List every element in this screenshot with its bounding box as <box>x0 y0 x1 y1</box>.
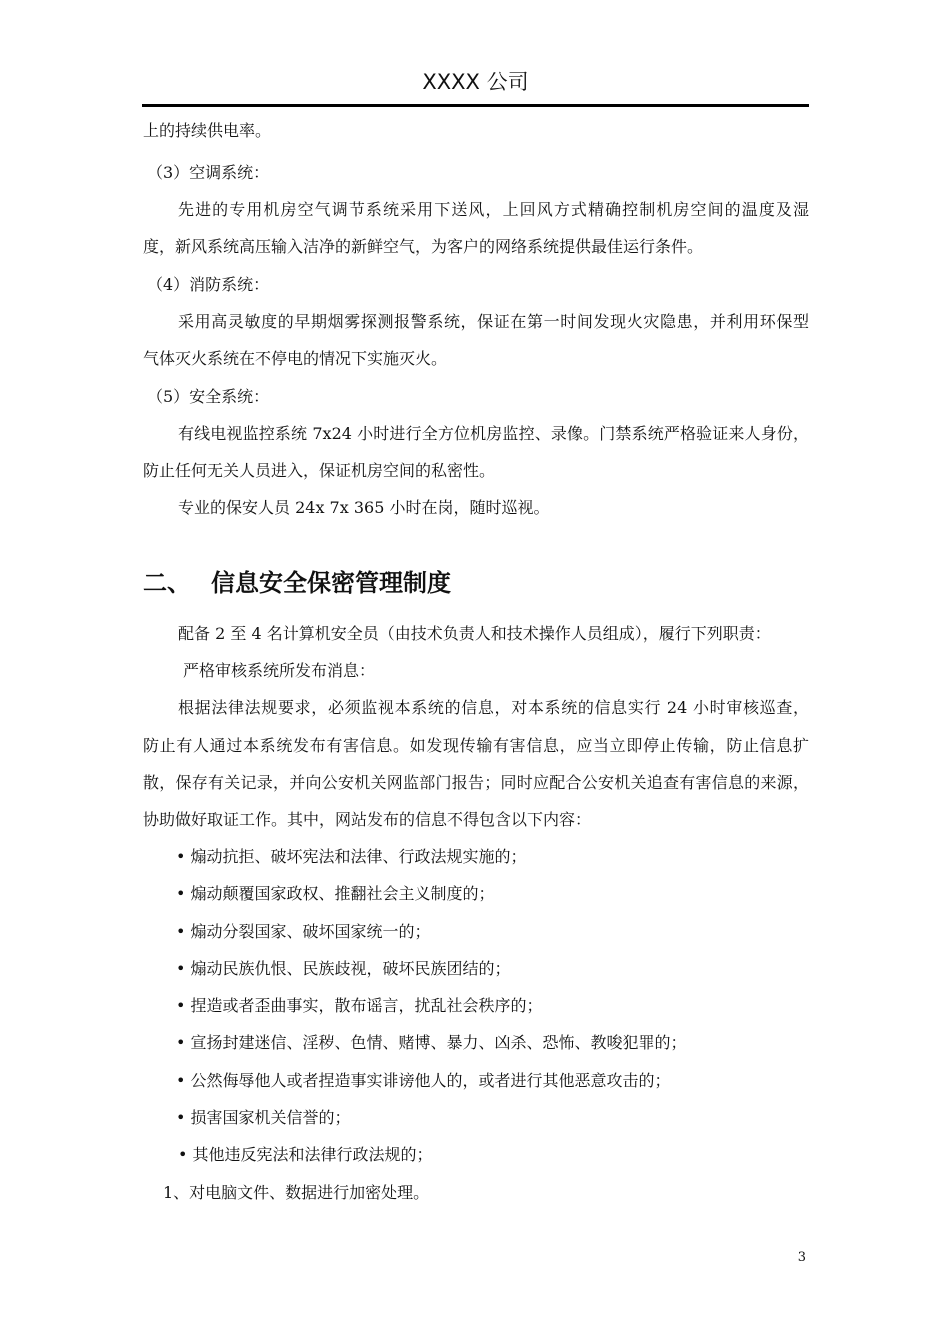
page-number: 3 <box>797 1250 806 1265</box>
review-para-line-4: 协助做好取证工作。其中，网站发布的信息不得包含以下内容： <box>143 810 592 829</box>
prohibited-list-item: • 煽动颠覆国家政权、推翻社会主义制度的； <box>176 884 495 903</box>
prohibited-list-item: • 煽动民族仇恨、民族歧视，破坏民族团结的； <box>176 959 511 978</box>
prohibited-list-item: • 煽动抗拒、破坏宪法和法律、行政法规实施的； <box>176 847 527 866</box>
continuation-text: 上的持续供电率。 <box>143 121 272 140</box>
fire-text-line-1: 采用高灵敏度的早期烟雾探测报警系统，保证在第一时间发现火灾隐患，并利用环保型 <box>178 312 809 331</box>
prohibited-list-item: • 煽动分裂国家、破坏国家统一的； <box>176 922 431 941</box>
section-title: 信息安全保密管理制度 <box>211 569 451 597</box>
fire-label: （4）消防系统： <box>147 275 270 294</box>
security-label: （5）安全系统： <box>147 387 270 406</box>
review-para-line-2: 防止有人通过本系统发布有害信息。如发现传输有害信息，应当立即停止传输，防止信息扩 <box>143 736 809 755</box>
guard-text: 专业的保安人员 24x 7x 365 小时在岗，随时巡视。 <box>178 498 550 517</box>
prohibited-list-item: • 其他违反宪法和法律行政法规的； <box>178 1145 433 1164</box>
review-para-line-1: 根据法律法规要求，必须监视本系统的信息，对本系统的信息实行 24 小时审核巡查， <box>178 698 809 717</box>
section-intro: 配备 2 至 4 名计算机安全员（由技术负责人和技术操作人员组成），履行下列职责： <box>178 624 771 643</box>
review-para-line-3: 散，保存有关记录，并向公安机关网监部门报告；同时应配合公安机关追查有害信息的来源， <box>143 773 809 792</box>
section-heading <box>143 563 451 598</box>
numbered-item-1: 1、对电脑文件、数据进行加密处理。 <box>163 1183 430 1202</box>
prohibited-list-item: • 公然侮辱他人或者捏造事实诽谤他人的，或者进行其他恶意攻击的； <box>176 1071 671 1090</box>
section-number: 二、 <box>143 569 191 597</box>
section-subhead: 严格审核系统所发布消息： <box>183 661 376 680</box>
prohibited-list-item: • 损害国家机关信誉的； <box>176 1108 351 1127</box>
prohibited-list-item: • 捏造或者歪曲事实，散布谣言，扰乱社会秩序的； <box>176 996 543 1015</box>
page-header-title: XXXX 公司 <box>422 70 529 94</box>
aircon-label: （3）空调系统： <box>147 163 270 182</box>
security-text-line-1: 有线电视监控系统 7x24 小时进行全方位机房监控、录像。门禁系统严格验证来人身份， <box>178 424 809 443</box>
aircon-text-line-1: 先进的专用机房空气调节系统采用下送风，上回风方式精确控制机房空间的温度及湿 <box>178 200 809 219</box>
fire-text-line-2: 气体灭火系统在不停电的情况下实施灭火。 <box>143 349 448 368</box>
header-divider <box>142 104 809 107</box>
aircon-text-line-2: 度，新风系统高压输入洁净的新鲜空气，为客户的网络系统提供最佳运行条件。 <box>143 237 704 256</box>
security-text-line-2: 防止任何无关人员进入，保证机房空间的私密性。 <box>143 461 496 480</box>
prohibited-list-item: • 宣扬封建迷信、淫秽、色情、赌博、暴力、凶杀、恐怖、教唆犯罪的； <box>176 1033 687 1052</box>
